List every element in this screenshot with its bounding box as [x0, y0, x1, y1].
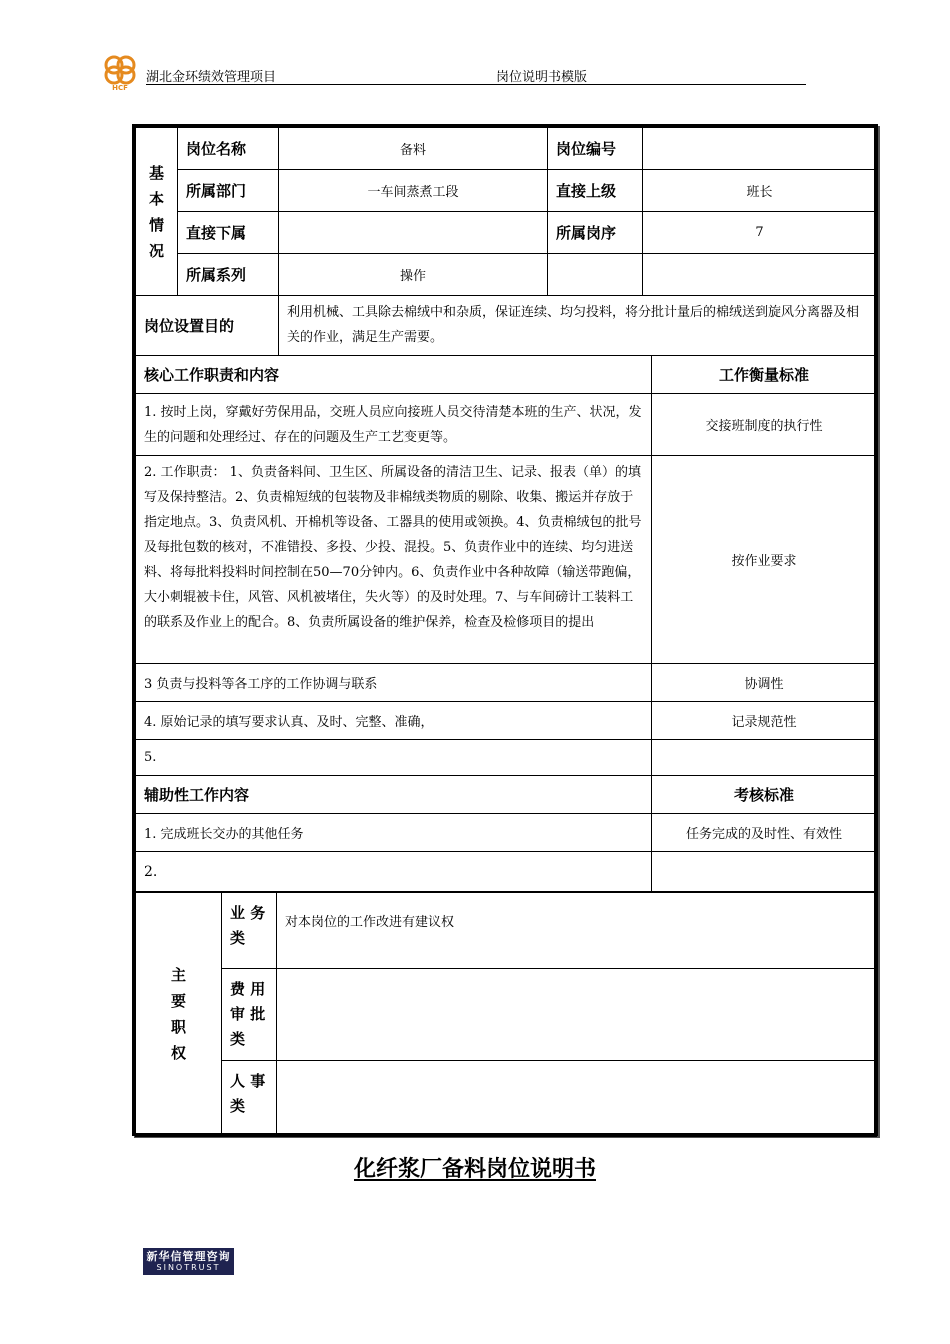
company-logo	[100, 54, 140, 92]
rights-section-label: 主 要 职 权	[136, 892, 222, 1136]
core-duty-3: 3 负责与投料等各工序的工作协调与联系	[136, 664, 652, 702]
core-standard-1: 交接班制度的执行性	[652, 394, 877, 456]
position-name-label: 岗位名称	[178, 128, 279, 170]
position-sequence-label: 所属岗序	[548, 212, 643, 254]
basic-section-label: 基 本 情 况	[136, 128, 178, 296]
rights-category-business: 业 务 类	[222, 892, 277, 968]
rights-category-expense: 费 用 审 批 类	[222, 968, 277, 1060]
auxiliary-duty-2: 2.	[136, 852, 652, 892]
auxiliary-duties-table	[135, 775, 877, 892]
auxiliary-standard-1: 任务完成的及时性、有效性	[652, 814, 877, 852]
auxiliary-standard-2	[652, 852, 877, 892]
core-duty-4: 4. 原始记录的填写要求认真、及时、完整、准确，	[136, 702, 652, 740]
core-duties-table	[135, 355, 877, 776]
core-duties-header: 核心工作职责和内容	[136, 356, 652, 394]
position-name-value: 备料	[279, 128, 548, 170]
direct-subordinate-value	[279, 212, 548, 254]
purpose-label: 岗位设置目的	[136, 296, 279, 356]
department-value: 一车间蒸煮工段	[279, 170, 548, 212]
consultancy-logo-en: SINOTRUST	[156, 1263, 221, 1272]
core-duty-1: 1. 按时上岗，穿戴好劳保用品，交班人员应向接班人员交待清楚本班的生产、状况，发生的问题和处理经过、存在的问题及生产工艺变更等。	[136, 394, 652, 456]
consultancy-logo	[143, 1248, 234, 1275]
rights-content-business: 对本岗位的工作改进有建议权	[277, 892, 877, 968]
rights-category-personnel: 人 事 类	[222, 1060, 277, 1136]
direct-subordinate-label: 直接下属	[178, 212, 279, 254]
empty-cell	[548, 254, 643, 296]
template-name: 岗位说明书模版	[496, 70, 588, 85]
auxiliary-header: 辅助性工作内容	[136, 776, 652, 814]
empty-cell	[643, 254, 877, 296]
core-duty-5: 5.	[136, 740, 652, 776]
basic-info-table	[135, 127, 877, 296]
direct-superior-label: 直接上级	[548, 170, 643, 212]
header-rule	[146, 84, 806, 85]
department-label: 所属部门	[178, 170, 279, 212]
core-standard-4: 记录规范性	[652, 702, 877, 740]
purpose-table	[135, 295, 877, 356]
core-standard-3: 协调性	[652, 664, 877, 702]
auxiliary-standard-header: 考核标准	[652, 776, 877, 814]
job-description-form	[132, 124, 878, 1136]
series-value: 操作	[279, 254, 548, 296]
logo-text: HCF	[112, 84, 128, 92]
position-code-value	[643, 128, 877, 170]
rights-content-expense	[277, 968, 877, 1060]
position-code-label: 岗位编号	[548, 128, 643, 170]
consultancy-logo-cn: 新华信管理咨询	[146, 1250, 231, 1263]
main-rights-table	[135, 891, 877, 1137]
core-duty-2: 2. 工作职责： 1、负责备料间、卫生区、所属设备的清洁卫生、记录、报表（单）的填写及保持整洁。2、负责棉短绒的包装物及非棉绒类物质的剔除、收集、搬运并存放于指定地点。3、负责风机、开棉机等设备、工器具的使用或领换。4、负责棉绒包的批号及每批包数的核对，不准错投、多投、少投、混投。5、负责作业中的连续、均匀进送料、将每批料投料时间控制在50—70分钟内。6、负责作业中各种故障（输送带跑偏，大小刺辊被卡住，风管、风机被堵住，失火等）的及时处理。7、与车间磅计工装料工的联系及作业上的配合。8、负责所属设备的维护保养，检查及检修项目的提出	[136, 456, 652, 664]
document-title: 化纤浆厂备料岗位说明书	[353, 1157, 596, 1182]
position-sequence-value: 7	[643, 212, 877, 254]
core-standard-5	[652, 740, 877, 776]
purpose-text: 利用机械、工具除去棉绒中和杂质，保证连续、均匀投料，将分批计量后的棉绒送到旋风分离器及相关的作业，满足生产需要。	[279, 296, 877, 356]
core-standard-header: 工作衡量标准	[652, 356, 877, 394]
core-standard-2: 按作业要求	[652, 456, 877, 664]
rights-content-personnel	[277, 1060, 877, 1136]
project-name: 湖北金环绩效管理项目	[146, 70, 277, 85]
series-label: 所属系列	[178, 254, 279, 296]
auxiliary-duty-1: 1. 完成班长交办的其他任务	[136, 814, 652, 852]
direct-superior-value: 班长	[643, 170, 877, 212]
